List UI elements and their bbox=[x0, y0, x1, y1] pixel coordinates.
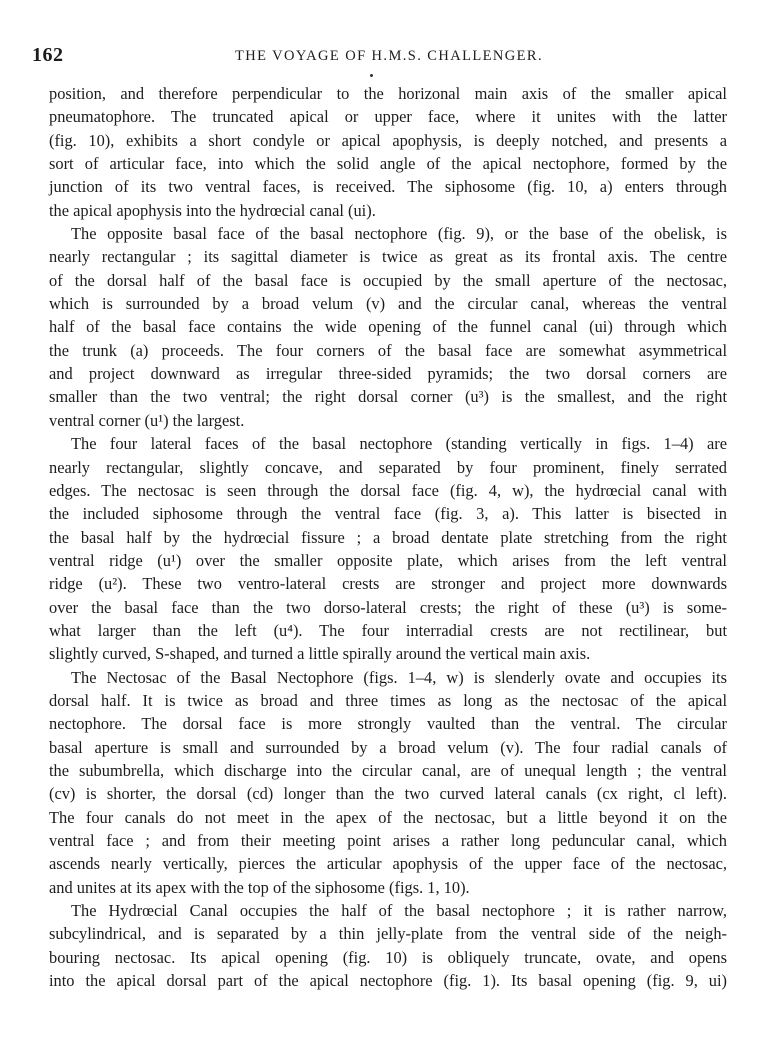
text-line: junction of its two ventral faces, is received. The siphosome (fig. 10, a) enters through bbox=[49, 177, 727, 197]
body-text bbox=[49, 82, 727, 992]
text-line: subcylindrical, and is separated by a thin jelly-plate from the ventral side of the neigh- bbox=[49, 924, 727, 944]
text-line: which is surrounded by a broad velum (v) and the circular canal, whereas the ventral bbox=[49, 294, 727, 314]
text-line: what larger than the left (u⁴). The four interradial crests are not rectilinear, but bbox=[49, 620, 727, 640]
text-line: smaller than the two ventral; the right dorsal corner (u³) is the smallest, and the right bbox=[49, 387, 727, 407]
text-line: (fig. 10), exhibits a short condyle or apical apophysis, is deeply notched, and presents a bbox=[49, 130, 727, 150]
text-line: ventral ridge (u¹) over the smaller opposite plate, which arises from the left ventral bbox=[49, 550, 727, 570]
text-line: ventral corner (u¹) the largest. bbox=[49, 410, 245, 430]
text-line: the trunk (a) proceeds. The four corners of the basal face are somewhat asymmetrical bbox=[49, 340, 727, 360]
text-line: the basal half by the hydrœcial fissure ; a broad dentate plate stretching from the right bbox=[49, 527, 727, 547]
text-line: edges. The nectosac is seen through the dorsal face (fig. 4, w), the hydrœcial canal with bbox=[49, 480, 727, 500]
text-line: ascends nearly vertically, pierces the articular apophysis of the upper face of the nectosac, bbox=[49, 854, 727, 874]
text-line: basal aperture is small and surrounded by a broad velum (v). The four radial canals of bbox=[49, 737, 727, 757]
text-line: the included siphosome through the ventral face (fig. 3, a). This latter is bisected in bbox=[49, 504, 727, 524]
text-line: The Nectosac of the Basal Nectophore (figs. 1–4, w) is slenderly ovate and occupies its bbox=[71, 667, 727, 687]
text-line: The four lateral faces of the basal nectophore (standing vertically in figs. 1–4) are bbox=[71, 434, 727, 454]
text-line: and project downward as irregular three-sided pyramids; the two dorsal corners are bbox=[49, 364, 727, 384]
page-number: 162 bbox=[32, 44, 64, 66]
text-line: over the basal face than the two dorso-lateral crests; the right of these (u³) is some- bbox=[49, 597, 727, 617]
text-line: nearly rectangular, slightly concave, and separated by four prominent, finely serrated bbox=[49, 457, 727, 477]
text-line: bouring nectosac. Its apical opening (fig. 10) is obliquely truncate, ovate, and opens bbox=[49, 947, 727, 967]
text-line: nearly rectangular ; its sagittal diameter is twice as great as its frontal axis. The centre bbox=[49, 247, 727, 267]
print-speck bbox=[370, 74, 373, 77]
text-line: The opposite basal face of the basal nectophore (fig. 9), or the base of the obelisk, is bbox=[71, 224, 727, 244]
text-line: nectophore. The dorsal face is more strongly vaulted than the ventral. The circular bbox=[49, 714, 727, 734]
text-line: sort of articular face, into which the solid angle of the apical nectophore, formed by the bbox=[49, 154, 727, 174]
text-line: and unites at its apex with the top of the siphosome (figs. 1, 10). bbox=[49, 877, 470, 897]
text-line: pneumatophore. The truncated apical or upper face, where it unites with the latter bbox=[49, 107, 727, 127]
text-line: ridge (u²). These two ventro-lateral crests are stronger and project more downwards bbox=[49, 574, 727, 594]
text-line: slightly curved, S-shaped, and turned a little spirally around the vertical main axis. bbox=[49, 644, 591, 664]
running-title: THE VOYAGE OF H.M.S. CHALLENGER. bbox=[235, 48, 543, 64]
text-line: of the dorsal half of the basal face is occupied by the small aperture of the nectosac, bbox=[49, 270, 727, 290]
text-line: The four canals do not meet in the apex of the nectosac, but a little beyond it on the bbox=[49, 807, 727, 827]
page-header bbox=[32, 44, 746, 68]
text-line: the apical apophysis into the hydrœcial canal (ui). bbox=[49, 200, 376, 220]
text-line: ventral face ; and from their meeting point arises a rather long peduncular canal, which bbox=[49, 831, 727, 850]
text-line: (cv) is shorter, the dorsal (cd) longer than the two curved lateral canals (cx right, cl left). bbox=[49, 784, 727, 804]
text-line: half of the basal face contains the wide opening of the funnel canal (ui) through which bbox=[49, 317, 727, 337]
text-line: the subumbrella, which discharge into the circular canal, are of unequal length ; the ventral bbox=[49, 760, 727, 780]
text-line: into the apical dorsal part of the apical nectophore (fig. 1). Its basal opening (fig. 9, ui) bbox=[49, 971, 727, 991]
text-line: position, and therefore perpendicular to the horizonal main axis of the smaller apical bbox=[49, 84, 727, 103]
text-line: dorsal half. It is twice as broad and three times as long as the nectosac of the apical bbox=[49, 690, 727, 710]
text-line: The Hydrœcial Canal occupies the half of the basal nectophore ; it is rather narrow, bbox=[71, 901, 727, 921]
